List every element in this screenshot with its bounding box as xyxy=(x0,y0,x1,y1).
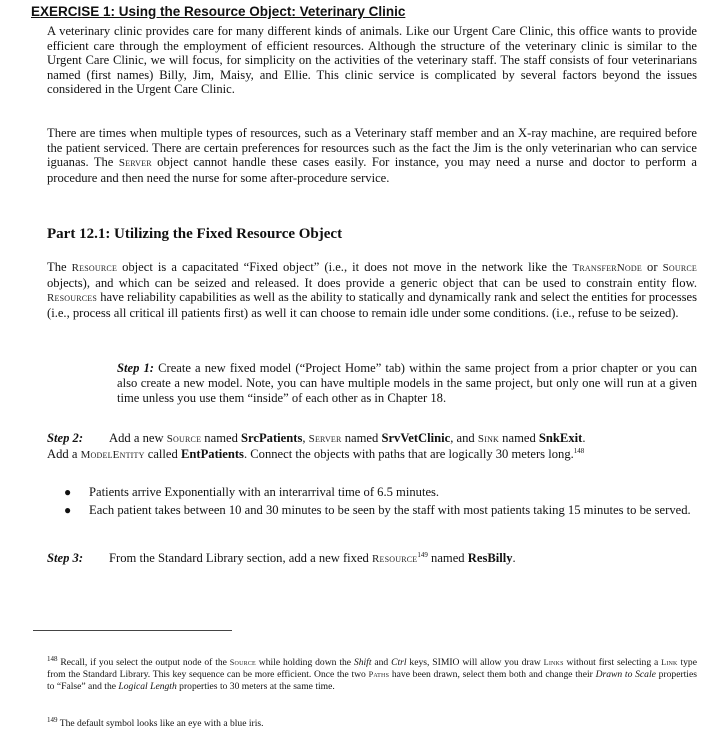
footnote-ref-149[interactable]: 149 xyxy=(417,550,428,559)
exercise-title: EXERCISE 1: Using the Resource Object: Veterinary Clinic xyxy=(31,4,406,19)
step-2-label: Step 2: xyxy=(47,431,84,445)
bullet-icon: ● xyxy=(64,485,72,499)
footnote-148: $^{148}$ Recall, if you select the output node of the Source while holding down the Shift and Ctrl keys, SIMIO will allow you draw Links without first selecting a Link type from the Standard Library. This key sequence can be more efficient. Once the two Paths have been drawn, select them both and change their Drawn to Scale properties to “False” and the Logical Length properties to 30 meters at the same time. xyxy=(47,654,697,693)
footnote-ref-148[interactable]: 148 xyxy=(573,446,585,455)
step-1 xyxy=(117,361,697,406)
server-object-term: Server xyxy=(118,157,152,170)
step-2-bullets xyxy=(60,485,700,521)
step-2: Step 2: Add a new Source named SrcPatients, Server named SrvVetClinic, and Sink named SnkExit. Add a ModelEntity called EntPatients. Connect the objects with paths that are logically 30 meters long.$^{148}$ xyxy=(47,431,586,461)
step-3: Step 3: From the Standard Library section, add a new fixed Resource$^{149}$ named ResBilly. xyxy=(47,550,516,565)
footnote-149: $^{149}$ The default symbol looks like an eye with a blue iris. xyxy=(47,715,264,729)
source-term: Source xyxy=(662,262,698,274)
step-1-text: Create a new fixed model (“Project Home” tab) within the same project from a prior chapter or you can also create a new model. Note, you can have multiple models in the same project, but only one will run at a given time unless you use them “inside” of each other as in Chapter 18. xyxy=(117,361,697,405)
resource-term: Resource xyxy=(71,262,118,274)
footnote-divider xyxy=(33,630,232,631)
part-paragraph: The Resource object is a capacitated “Fixed object” (i.e., it does not move in the network like the TransferNode or Source objects), and which can be seized and released. It does provide a generic object that can be used to constrain entity flow. Resources have reliability capabilities as well as the ability to statically and dynamically rank and select the entities for processes (i.e., process all critical ill patients first) as well it can choose to remain idle under some conditions. (i.e., refuse to be seized). xyxy=(47,260,698,320)
entity-name: EntPatients xyxy=(180,447,244,461)
server-name: SrvVetClinic xyxy=(381,431,451,445)
list-item: ● Patients arrive Exponentially with an interarrival time of 6.5 minutes. xyxy=(64,485,440,499)
source-name: SrcPatients xyxy=(241,431,303,445)
resource-name: ResBilly xyxy=(467,551,513,565)
sink-name: SnkExit xyxy=(538,431,583,445)
resources-term: Resources xyxy=(47,292,98,305)
intro-paragraph-2: There are times when multiple types of resources, such as a Veterinary staff member and an X-ray machine, are required before the patient serviced. There are certain preferences for resources such as the fact the Jim is the only veterinarian who can service iguanas. The Server object cannot handle these cases easily. For instance, you may need a nurse and doctor to perform a procedure and then need the nurse for some after-procedure service. xyxy=(47,126,697,185)
list-item: ● Each patient takes between 10 and 30 minutes to be seen by the staff with most patients taking 15 minutes to be served. xyxy=(64,503,691,517)
step-1-label: Step 1: xyxy=(117,361,154,375)
part-heading: Part 12.1: Utilizing the Fixed Resource Object xyxy=(47,226,343,242)
step-3-label: Step 3: xyxy=(47,551,84,565)
bullet-icon: ● xyxy=(64,503,72,517)
transfernode-term: TransferNode xyxy=(572,262,642,274)
intro-paragraph-1: A veterinary clinic provides care for many different kinds of animals. Like our Urgent Care Clinic, this office wants to provide efficient care through the employment of efficient resources. Although the structure of the veterinary clinic is similar to the Urgent Care Clinic, we will focus, for simplicity on the activities of the veterinary staff. The staff consists of four veterinarians named (first names) Billy, Jim, Maisy, and Ellie. This clinic service is complicated by several factors beyond the issues considered in the Urgent Care Clinic. xyxy=(47,24,697,97)
